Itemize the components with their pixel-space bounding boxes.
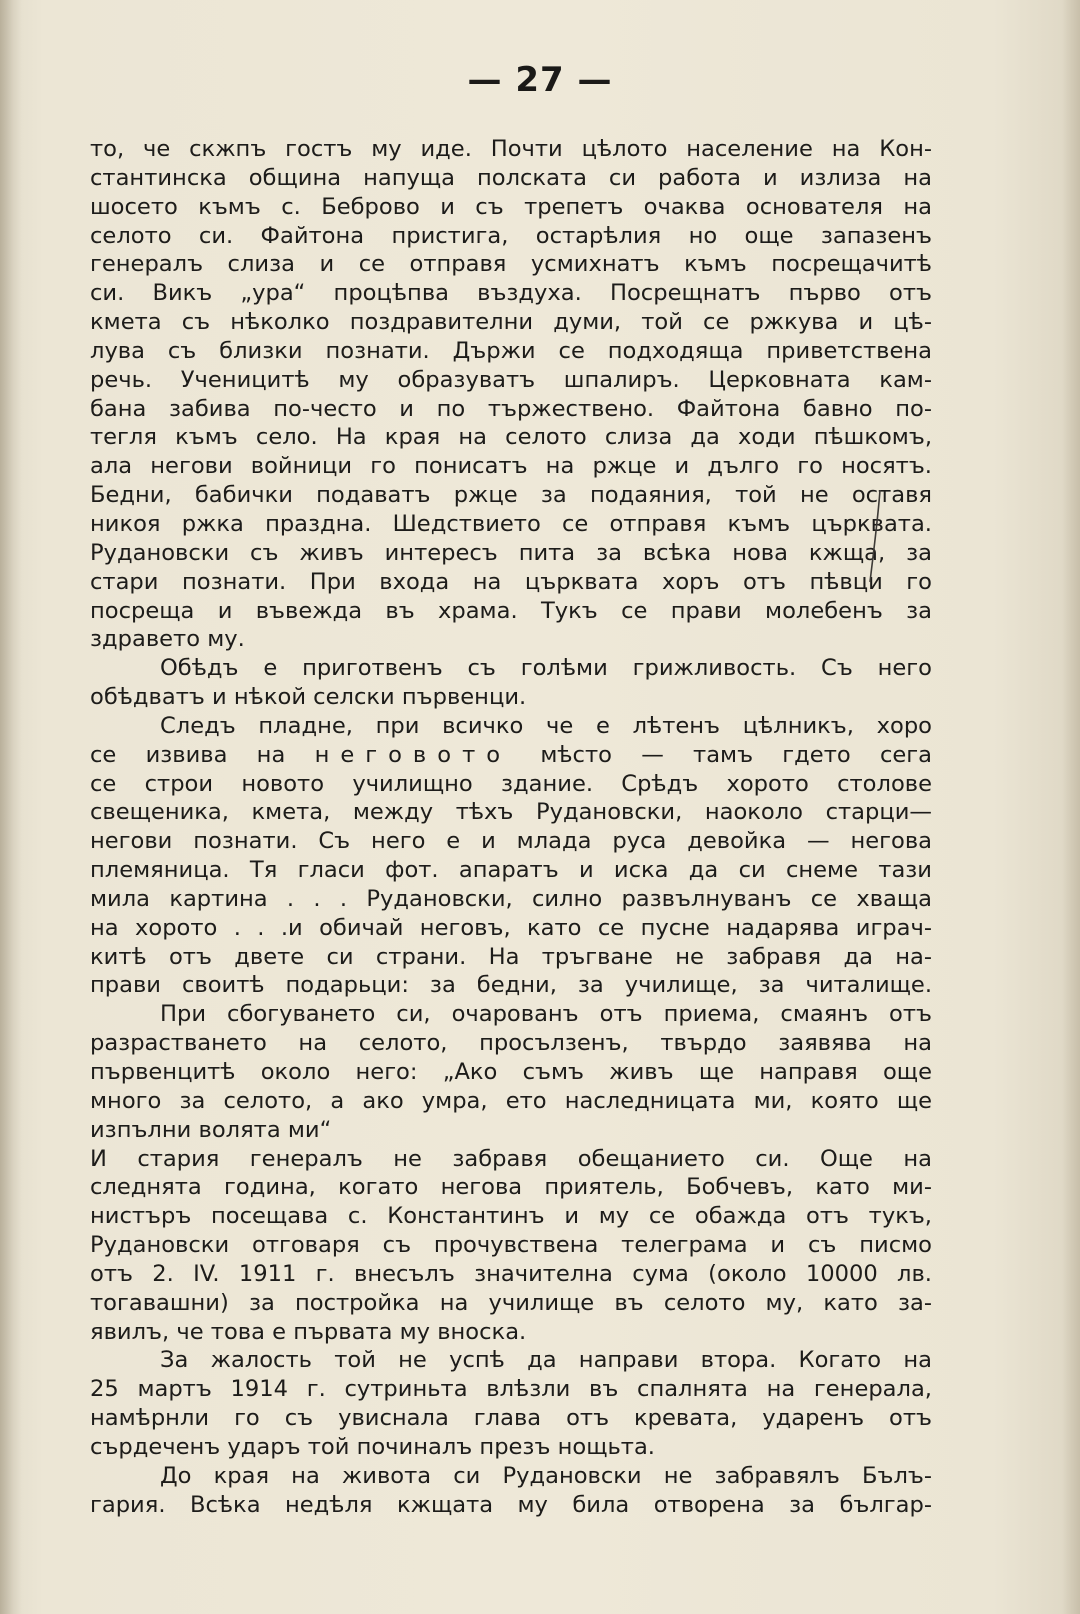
text-line: селото си. Файтона пристига, остарѣлия но още запазенъ	[90, 222, 932, 249]
text-line: 25 мартъ 1914 г. сутриньта влѣзли въ спалнята на генерала,	[90, 1376, 932, 1403]
text-line: разрастването на селото, просълзенъ, твърдо заявява на	[90, 1030, 932, 1057]
text-line: си. Викъ „ура“ процѣпва въздуха. Посрещнатъ първо отъ	[90, 280, 932, 307]
text-line: стари познати. При входа на църквата хоръ отъ пѣвци го	[90, 568, 932, 595]
text-line: здравето му.	[90, 626, 245, 653]
text-segment: мѣсто — тамъ гдето сега	[511, 741, 932, 768]
text-line: Рудановски отговаря съ прочувствена телеграма и съ писмо	[90, 1232, 932, 1259]
text-line: тегля къмъ село. На края на селото слиза да ходи пѣшкомъ,	[90, 424, 932, 451]
text-line: се строи новото училищно здание. Срѣдъ хорото столове	[90, 770, 932, 797]
text-line: свещеника, кмета, между тѣхъ Рудановски, наоколо старци—	[90, 799, 932, 826]
text-line: посреща и въвежда въ храма. Тукъ се прави молебенъ за	[90, 597, 932, 624]
text-line: племяница. Тя гласи фот. апаратъ и иска да си снеме тази	[90, 857, 932, 884]
body-text	[90, 135, 932, 1520]
text-line: изпълни волята ми“	[90, 1116, 332, 1143]
text-line: Следъ пладне, при всичко че е лѣтенъ цѣлникъ, хоро	[160, 712, 932, 739]
text-line: на хорото . . .и обичай неговъ, като се пусне надарява играч-	[90, 914, 932, 941]
text-line: речь. Ученицитѣ му образуватъ шпалиръ. Церковната кам-	[90, 366, 932, 393]
text-line: отъ 2. IV. 1911 г. внесълъ значителна сума (около 10000 лв.	[90, 1260, 932, 1287]
text-line: обѣдватъ и нѣкой селски първенци.	[90, 684, 527, 711]
text-line: стантинска община напуща полската си работа и излиза на	[90, 164, 932, 191]
text-line: тогавашни) за постройка на училище въ селото му, като за-	[90, 1289, 932, 1316]
text-line: нистъръ посещава с. Константинъ и му се обажда отъ тукъ,	[90, 1203, 932, 1230]
page-gutter-shadow	[0, 0, 22, 1614]
text-line: явилъ, че това е първата му вноска.	[90, 1318, 527, 1345]
text-line: прави своитѣ подарьци: за бедни, за училище, за читалище.	[90, 972, 932, 999]
text-line: мила картина . . . Рудановски, силно развълнуванъ се хваща	[90, 885, 932, 912]
text-line: сърдеченъ ударъ той починалъ презъ нощьта.	[90, 1433, 655, 1460]
text-line: И стария генералъ не забравя обещанието си. Още на	[90, 1145, 932, 1172]
page-edge-shadow	[1062, 0, 1080, 1614]
text-line: генералъ слиза и се отправя усмихнатъ къмъ посрещачитѣ	[90, 251, 932, 278]
text-line: гария. Всѣка недѣля кжщата му била отворена за българ-	[90, 1491, 932, 1518]
text-line: много за селото, а ако умра, ето наследницата ми, която ще	[90, 1087, 932, 1114]
text-line: следнята година, когато негова приятель, Бобчевъ, като ми-	[90, 1174, 932, 1201]
text-segment: се извива на	[90, 741, 315, 768]
text-line: китѣ отъ двете си страни. На тръгване не забравя да на-	[90, 943, 932, 970]
text-line: никоя ржка празднa. Шедствието се отправя къмъ църквата.	[90, 510, 932, 537]
spaced-word: неговото	[314, 741, 512, 768]
text-line: Рудановски съ живъ интересъ пита за всѣка нова кжща, за	[90, 539, 932, 566]
text-line: ала негови войници го понисатъ на ржце и дълго го носятъ.	[90, 453, 932, 480]
text-line: До края на живота си Рудановски не забравялъ Бълъ-	[160, 1462, 932, 1489]
text-line: шосето къмъ с. Беброво и съ трепетъ очаква основателя на	[90, 193, 932, 220]
handwritten-pen-mark	[862, 488, 892, 584]
text-line: лува съ близки познати. Държи се подходяща приветствена	[90, 337, 932, 364]
text-line: При сбогуването си, очарованъ отъ приема, смаянъ отъ	[160, 1001, 932, 1028]
text-line: бана забива по-често и по тържествено. Файтона бавно по-	[90, 395, 932, 422]
text-line: За жалость той не успѣ да направи втора. Когато на	[160, 1347, 932, 1374]
page-number: — 27 —	[467, 60, 613, 100]
text-line: Бедни, бабички подаватъ ржце за подаяния, той не оставя	[90, 482, 932, 509]
text-line: първенцитѣ около него: „Ако съмъ живъ ще направя още	[90, 1059, 932, 1085]
text-line: негови познати. Съ него е и млада руса девойка — негова	[90, 828, 932, 855]
text-line: Обѣдъ е приготвенъ съ голѣми грижливость. Съ него	[160, 655, 932, 682]
text-line	[90, 741, 932, 770]
text-line: намѣрнли го съ увиснала глава отъ кревата, ударенъ отъ	[90, 1405, 932, 1432]
text-line: кмета съ нѣколко поздравителни думи, той се ржкува и цѣ-	[90, 309, 932, 336]
text-line: то, че скжпъ гостъ му иде. Почти цѣлото население на Кон-	[90, 136, 932, 162]
